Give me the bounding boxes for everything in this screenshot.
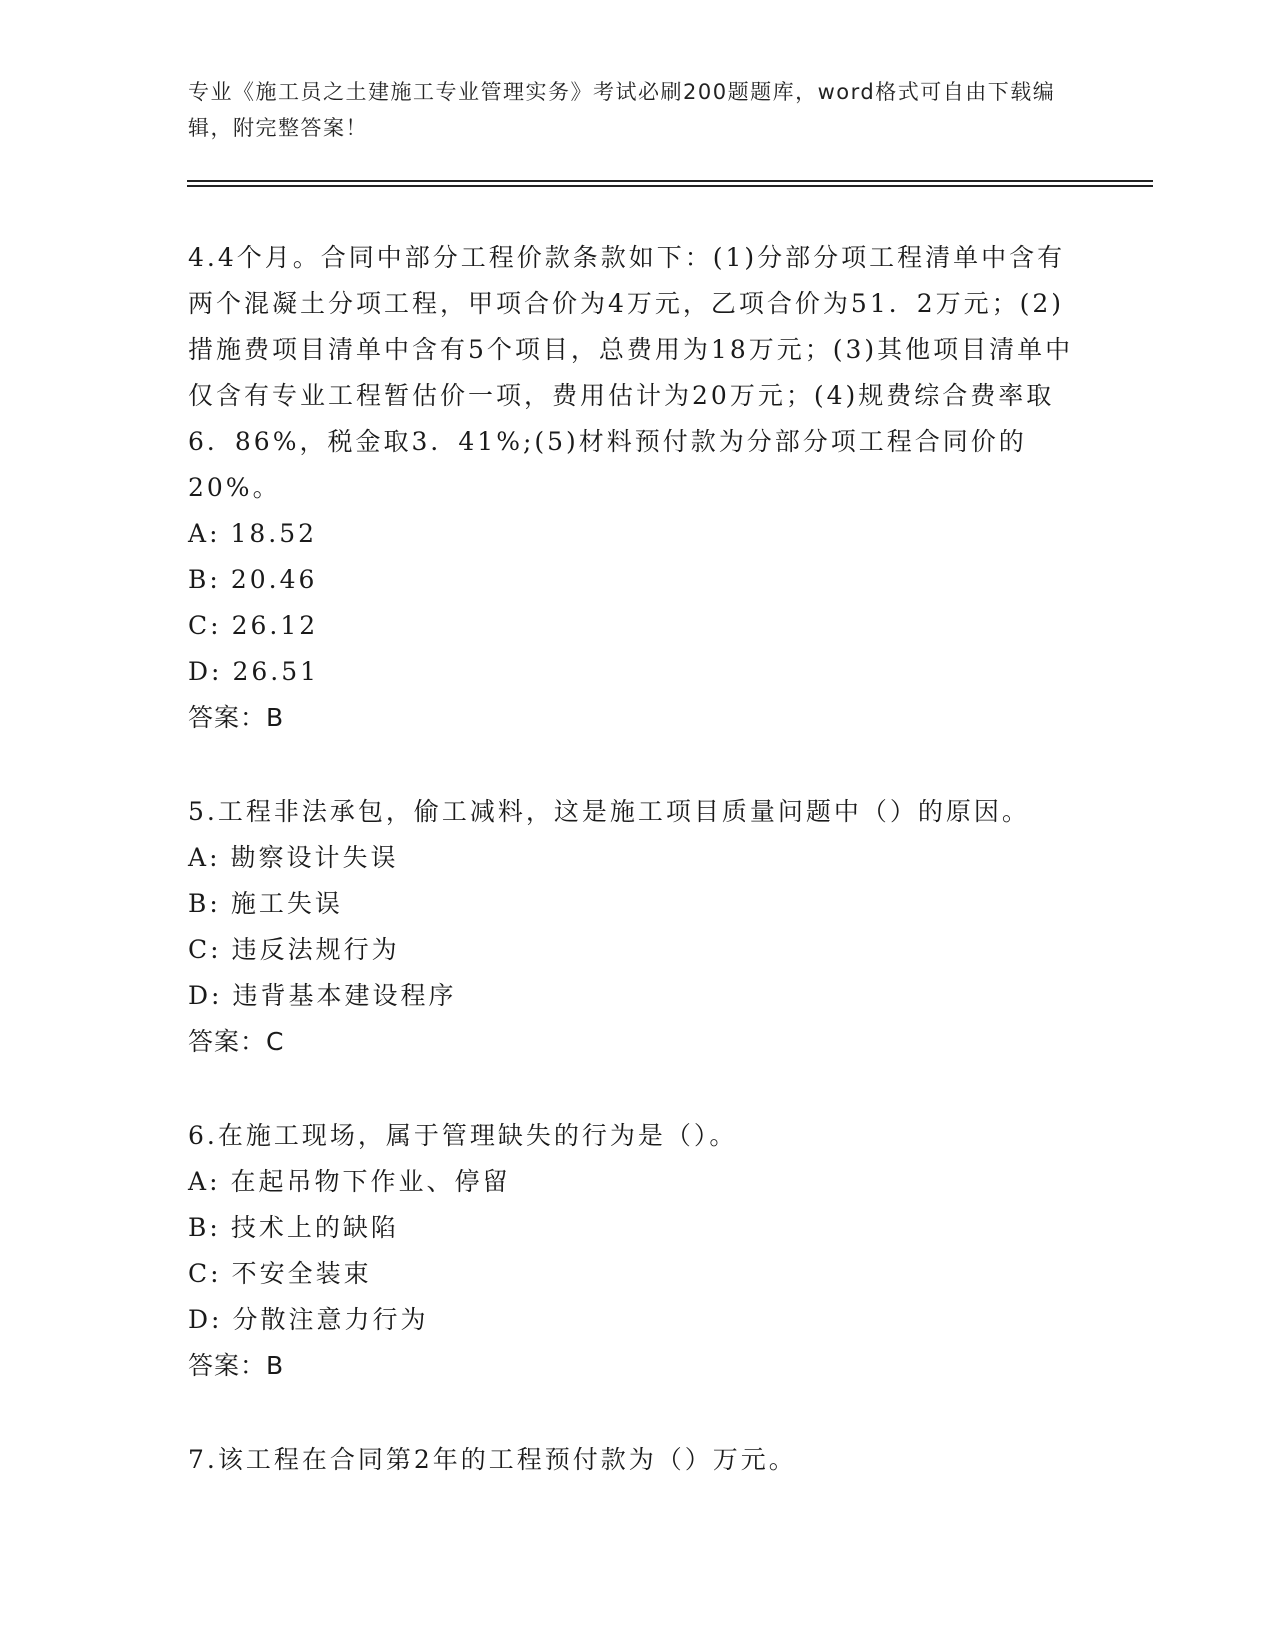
option-text: 施工失误: [230, 889, 343, 918]
option-letter: D: [188, 1305, 212, 1334]
option-text: 不安全装束: [231, 1259, 372, 1288]
option-b: B: 技术上的缺陷: [188, 1213, 399, 1242]
option-letter: C: [188, 1259, 211, 1288]
option-b: B: 20.46: [188, 565, 318, 594]
question-7: [188, 1437, 1088, 1483]
option-text: 26.51: [232, 657, 320, 686]
option-a: A: 18.52: [188, 519, 318, 548]
header-rule-top: [187, 180, 1153, 182]
option-letter: A: [188, 1167, 210, 1196]
option-text: 违背基本建设程序: [232, 981, 457, 1010]
header-rule-bottom: [187, 185, 1153, 187]
option-letter: C: [188, 935, 211, 964]
option-letter: B: [188, 889, 210, 918]
option-text: 勘察设计失误: [230, 843, 399, 872]
option-d: D: 违背基本建设程序: [188, 981, 457, 1010]
option-letter: B: [188, 565, 210, 594]
option-text: 在起吊物下作业、停留: [230, 1167, 511, 1196]
answer-label: 答案：C: [188, 1027, 285, 1056]
option-letter: A: [188, 519, 210, 548]
option-c: C: 违反法规行为: [188, 935, 400, 964]
answer-label: 答案：B: [188, 703, 285, 732]
option-text: 违反法规行为: [231, 935, 400, 964]
option-c: C: 不安全装束: [188, 1259, 372, 1288]
option-letter: D: [188, 657, 212, 686]
option-text: 20.46: [230, 565, 318, 594]
question-stem: 6.在施工现场，属于管理缺失的行为是（）。: [188, 1121, 738, 1150]
option-letter: B: [188, 1213, 210, 1242]
option-text: 26.12: [231, 611, 319, 640]
question-6: [188, 1113, 1088, 1389]
option-a: A: 在起吊物下作业、停留: [188, 1167, 511, 1196]
option-b: B: 施工失误: [188, 889, 343, 918]
question-stem: 7.该工程在合同第2年的工程预付款为（）万元。: [188, 1445, 797, 1474]
question-4: [188, 235, 1088, 741]
question-list: [188, 235, 1088, 1531]
option-text: 18.52: [230, 519, 318, 548]
option-letter: A: [188, 843, 210, 872]
document-header: 专业《施工员之土建施工专业管理实务》考试必刷200题题库，word格式可自由下载编辑，附完整答案！: [188, 80, 1056, 140]
option-text: 技术上的缺陷: [230, 1213, 399, 1242]
option-d: D: 分散注意力行为: [188, 1305, 429, 1334]
question-stem: 4.4个月。合同中部分工程价款条款如下：(1)分部分项工程清单中含有两个混凝土分项工程，甲项合价为4万元，乙项合价为51．2万元；(2)措施费项目清单中含有5个项目，总费用为18万元；(3)其他项目清单中仅含有专业工程暂估价一项，费用估计为20万元；(4)规费综合费率取6．86%，税金取3．41%;(5)材料预付款为分部分项工程合同价的20%。: [188, 243, 1074, 502]
option-a: A: 勘察设计失误: [188, 843, 399, 872]
question-5: [188, 789, 1088, 1065]
option-text: 分散注意力行为: [232, 1305, 429, 1334]
option-letter: C: [188, 611, 211, 640]
option-c: C: 26.12: [188, 611, 319, 640]
question-stem: 5.工程非法承包，偷工减料，这是施工项目质量问题中（）的原因。: [188, 797, 1030, 826]
option-d: D: 26.51: [188, 657, 320, 686]
option-letter: D: [188, 981, 212, 1010]
answer-label: 答案：B: [188, 1351, 285, 1380]
